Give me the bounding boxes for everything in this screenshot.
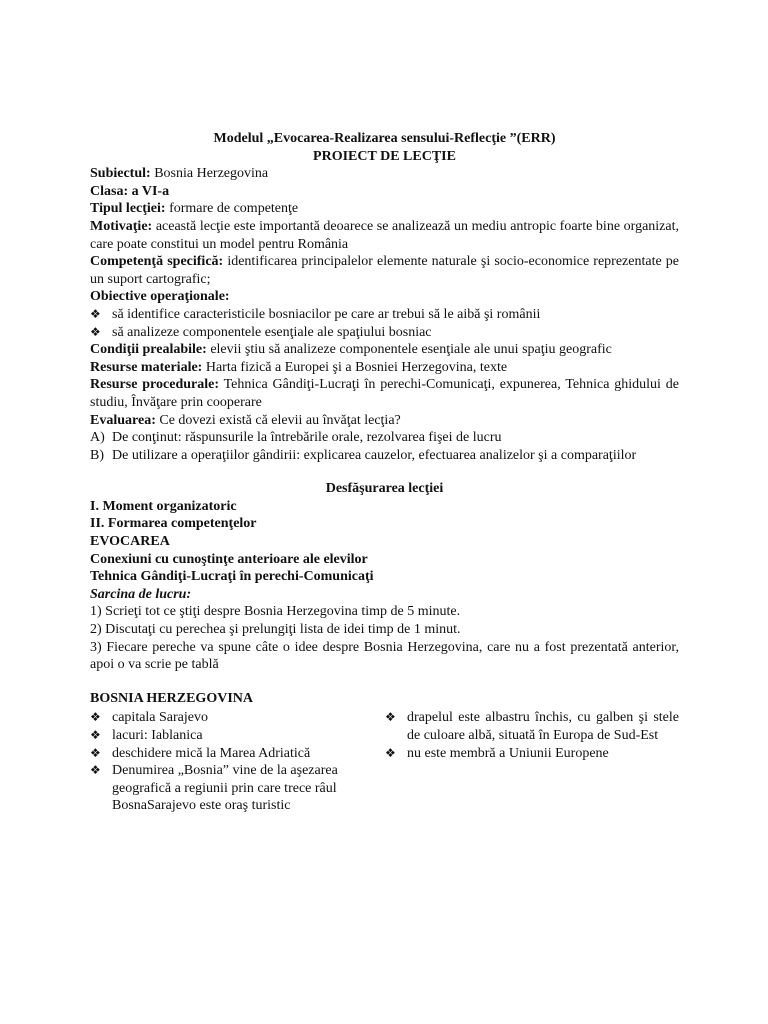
class-line [90, 183, 679, 201]
evocation-text: EVOCAREA [90, 534, 170, 550]
evaluation-value: Ce dovezi există că elevii au învăţat lecţia? [155, 412, 401, 428]
fact-item [385, 745, 679, 763]
step-organizational-text: I. Moment organizatoric [90, 498, 237, 514]
motivation-value: această lecţie este importantă deoarece se analizează un mediu antropic foarte bine organizat, care poate constitui un model pentru România [90, 218, 679, 252]
lesson-type-value: formare de competenţe [165, 201, 299, 217]
evaluation-label: Evaluarea: [90, 412, 156, 428]
step-competences [90, 515, 679, 533]
task-item: 1) Scrieţi tot ce ştiţi despre Bosnia Herzegovina timp de 5 minute. [90, 604, 461, 620]
bosnia-heading-text: BOSNIA HERZEGOVINA [90, 690, 253, 706]
fact-item [90, 709, 385, 727]
procedural-line [90, 376, 679, 411]
material-line [90, 359, 679, 377]
facts-right-column [385, 709, 679, 815]
competence-line [90, 253, 679, 288]
diamond-bullet-icon: ❖ [90, 745, 101, 760]
evaluation-item [90, 429, 679, 447]
diamond-bullet-icon: ❖ [385, 745, 396, 760]
objectives-line [90, 288, 679, 306]
fact-item [385, 709, 679, 744]
objective-text: să analizeze componentele esenţiale ale spaţiului bosniac [112, 324, 432, 340]
evaluation-item [90, 447, 679, 465]
diamond-bullet-icon: ❖ [385, 710, 396, 725]
prerequisites-value: elevii ştiu să analizeze componentele esenţiale ale unui spaţiu geografic [206, 342, 612, 358]
objectives-label: Obiective operaţionale: [90, 289, 230, 305]
material-label: Resurse materiale: [90, 359, 203, 375]
fact-text: nu este membră a Uniunii Europene [407, 745, 609, 761]
technique-heading [90, 568, 679, 586]
objective-text: să identifice caracteristicile bosniacilor pe care ar trebui să le aibă şi românii [112, 306, 541, 322]
technique-text: Tehnica Gândiţi-Lucraţi în perechi-Comunicaţi [90, 569, 374, 585]
bosnia-facts [90, 709, 679, 815]
subject-line [90, 165, 679, 183]
task-label: Sarcina de lucru: [90, 586, 192, 602]
evaluation-text: De utilizare a operaţiilor gândirii: explicarea cauzelor, efectuarea analizelor şi a comparaţiilor [112, 447, 637, 463]
development-title: Desfăşurarea lecţiei [325, 481, 444, 497]
evocation-heading [90, 533, 679, 551]
diamond-bullet-icon: ❖ [90, 728, 101, 742]
evaluation-marker: A) [90, 430, 105, 446]
lesson-type-line [90, 200, 679, 218]
fact-text: lacuri: Iablanica [112, 728, 203, 743]
procedural-label: Resurse procedurale: [90, 377, 220, 393]
lesson-type-label: Tipul lecţiei: [90, 201, 166, 217]
connections-text: Conexiuni cu cunoştinţe anterioare ale elevilor [90, 551, 368, 567]
subject-label: Subiectul: [90, 166, 151, 182]
model-title: Modelul „Evocarea-Realizarea sensului-Reflecţie ”(ERR) [213, 131, 556, 146]
fact-item [90, 762, 385, 815]
fact-text: drapelul este albastru închis, cu galben şi stele de culoare albă, situată în Europa de Sud-Est [407, 710, 679, 743]
lesson-title: PROIECT DE LECŢIE [313, 148, 456, 164]
step-competences-text: II. Formarea competenţelor [90, 516, 257, 532]
prerequisites-label: Condiţii prealabile: [90, 342, 207, 358]
evaluation-line [90, 412, 679, 430]
class-label: Clasa: a VI-a [90, 183, 170, 199]
fact-item [90, 745, 385, 763]
competence-value: identificarea principalelor elemente naturale şi socio-economice reprezentate pe un suport cartografic; [90, 254, 680, 287]
subject-value: Bosnia Herzegovina [150, 166, 269, 182]
task-item: 3) Fiecare pereche va spune câte o idee despre Bosnia Herzegovina, care nu a fost prezentată anterior, apoi o va scrie pe tablă [90, 639, 679, 673]
fact-text: capitala Sarajevo [112, 710, 209, 726]
facts-left-column [90, 709, 385, 815]
step-organizational [90, 498, 679, 516]
evaluation-text: De conţinut: răspunsurile la întrebările orale, rezolvarea fişei de lucru [112, 430, 502, 446]
bosnia-heading [90, 690, 679, 708]
motivation-label: Motivaţie: [90, 218, 153, 234]
task-item: 2) Discutaţi cu perechea şi prelungiţi lista de idei timp de 1 minut. [90, 622, 461, 638]
motivation-line [90, 218, 679, 253]
competence-label: Competenţă specifică: [90, 254, 224, 270]
material-value: Harta fizică a Europei şi a Bosniei Herzegovina, texte [202, 359, 508, 375]
lesson-plan [90, 130, 679, 815]
procedural-value: Tehnica Gândiţi-Lucraţi în perechi-Comunicaţi, expunerea, Tehnica ghidului de studiu, Învăţare prin cooperare [90, 377, 679, 410]
prerequisites-line [90, 341, 679, 359]
fact-text: Denumirea „Bosnia” vine de la aşezarea geografică a regiunii prin care trece râul BosnaSarajevo este oraş turistic [112, 763, 338, 814]
diamond-bullet-icon: ❖ [90, 306, 101, 321]
diamond-bullet-icon: ❖ [90, 710, 101, 725]
objective-item [90, 306, 679, 324]
fact-text: deschidere mică la Marea Adriatică [112, 745, 311, 761]
objective-item [90, 324, 679, 342]
connections-heading [90, 551, 679, 569]
diamond-bullet-icon: ❖ [90, 324, 101, 339]
evaluation-marker: B) [90, 447, 104, 463]
diamond-bullet-icon: ❖ [90, 763, 101, 778]
fact-item [90, 727, 385, 745]
